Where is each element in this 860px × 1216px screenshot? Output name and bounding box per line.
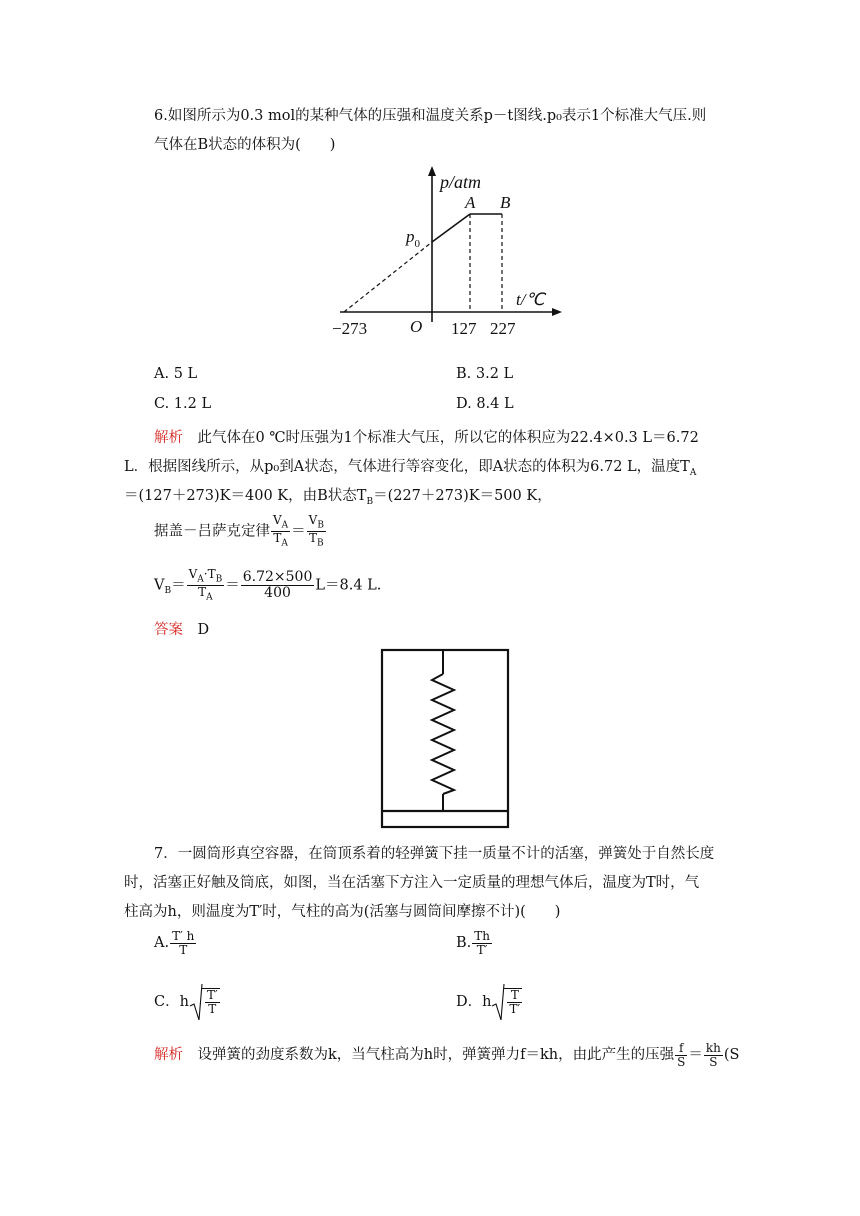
q7-cylinder-figure (380, 648, 510, 830)
q6-analysis-line2 (124, 455, 696, 478)
x-axis-arrow (552, 308, 562, 316)
q7-analysis-line1: 解析 设弹簧的劲度系数为k，当气柱高为h时，弹簧弹力f＝kh，由此产生的压强 $\frac{f}{S}$ ＝ $\frac{kh}{S}$ (S (154, 1041, 740, 1069)
q6-vb-eq: ＝ (171, 577, 186, 594)
q6-analysis-tag: 解析 (154, 430, 183, 446)
sqrt-sign-icon (189, 982, 203, 1022)
q7-analysis-tag: 解析 (154, 1047, 183, 1064)
point-a-label: A (465, 193, 476, 212)
dashed-extrapolation (344, 242, 432, 312)
q7-frac-f-s: $\frac{f}{S}$ (677, 1041, 686, 1069)
q6-option-d: D. 8.4 L (456, 396, 514, 412)
q6-analysis-text3-end: ＝(227＋273)K＝500 K， (373, 488, 552, 504)
tick-neg-273: −273 (332, 319, 368, 338)
q6-analysis-text1: 此气体在0 ℃时压强为1个标准大气压，所以它的体积应为22.4×0.3 L＝6.72 (197, 430, 699, 446)
q7-option-a: A. $\frac{T' h}{T}$ (154, 929, 195, 957)
q6-pt-graph (320, 162, 570, 342)
q6-vb-frac2: $\frac{6.72\times 500}{400}$ (242, 569, 313, 601)
q6-answer-value: D (197, 622, 210, 638)
q6-answer-line (154, 618, 209, 639)
q6-analysis-text3-sub: B (366, 496, 374, 507)
tick-127: 127 (451, 319, 477, 338)
q7-option-b: B. $\frac{Th}{T'}$ (456, 929, 490, 957)
q6-option-a: A. 5 L (154, 366, 198, 382)
q7-option-d: D．h $\frac{T}{T'}$ (456, 982, 523, 1022)
q7-stem-line3: 柱高为h，则温度为T′时，气柱的高为(活塞与圆筒间摩擦不计)( ) (124, 904, 561, 920)
q6-option-c: C. 1.2 L (154, 396, 212, 412)
x-axis-label: t/℃ (516, 290, 545, 309)
q6-law-line (154, 514, 327, 549)
p0-label: $p_0$ (406, 227, 420, 250)
y-axis-arrow (428, 166, 436, 176)
q6-vb-frac1: $\frac{V_A\cdot T_B}{T_A}$ (188, 567, 223, 603)
q6-analysis-text2: L．根据图线所示，从p₀到A状态，气体进行等容变化，即A状态的体积为6.72 L，温度T (124, 459, 690, 475)
q6-stem-line2: 气体在B状态的体积为( ) (154, 137, 336, 153)
q6-law-frac-right: $\frac{V_B}{T_B}$ (308, 513, 324, 549)
q7-analysis-tail: (S (723, 1047, 740, 1064)
q6-vb-lhs: V (154, 577, 165, 594)
q6-law-eq: ＝ (291, 523, 306, 540)
cylinder-outline (382, 650, 508, 827)
spring-zigzag (432, 674, 454, 794)
q7-option-c: C．h $\frac{T'}{T}$ (154, 982, 221, 1022)
y-axis-label: p/atm (440, 172, 482, 192)
q6-vb-lhs-sub: B (164, 586, 172, 597)
q7-analysis-text1: 设弹簧的劲度系数为k，当气柱高为h时，弹簧弹力f＝kh，由此产生的压强 (197, 1047, 675, 1064)
q6-analysis-text2-sub: A (689, 467, 697, 478)
q6-analysis-line3 (124, 484, 552, 507)
line-p0-a (432, 214, 470, 242)
sqrt-sign-icon (491, 982, 505, 1022)
q6-stem-line1: 6.如图所示为0.3 mol的某种气体的压强和温度关系p－t图线.p₀表示1个标准大气压.则 (154, 108, 707, 124)
q6-analysis-text3: ＝(127＋273)K＝400 K，由B状态T (124, 488, 367, 504)
q6-analysis-line1 (154, 426, 699, 447)
q6-vb-line (154, 568, 381, 603)
q7-stem-line2: 时，活塞正好触及筒底，如图，当在活塞下方注入一定质量的理想气体后，温度为T时，气 (124, 875, 700, 891)
q7-frac-kh-s: $\frac{kh}{S}$ (705, 1041, 721, 1069)
q6-option-b: B. 3.2 L (456, 366, 514, 382)
q6-answer-tag: 答案 (154, 622, 183, 638)
q6-vb-eq2: ＝ (225, 577, 240, 594)
q6-law-text: 据盖－吕萨克定律 (154, 523, 270, 540)
point-b-label: B (500, 193, 511, 212)
q6-vb-result: L＝8.4 L. (315, 577, 382, 594)
origin-label: O (410, 317, 423, 336)
q7-stem-line1: 7．一圆筒形真空容器，在筒顶系着的轻弹簧下挂一质量不计的活塞，弹簧处于自然长度 (154, 846, 715, 862)
q6-law-frac-left: $\frac{V_A}{T_A}$ (273, 513, 289, 549)
tick-227: 227 (490, 319, 516, 338)
